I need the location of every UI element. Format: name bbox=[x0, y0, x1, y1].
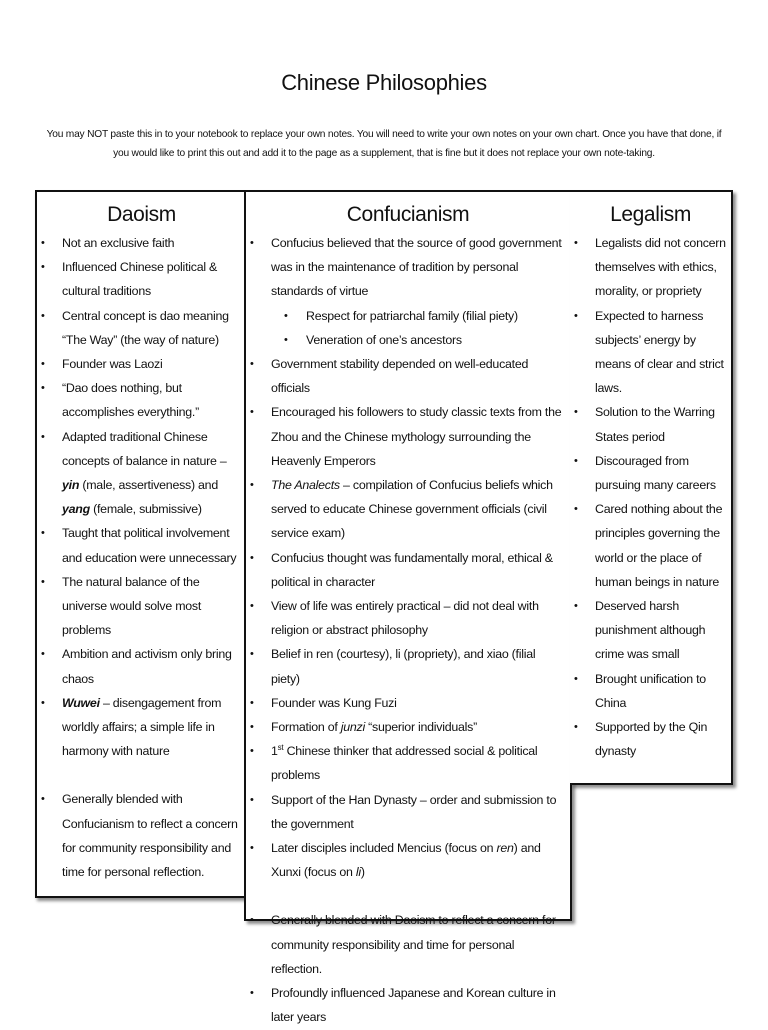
list-item: • Not an exclusive faith bbox=[37, 231, 240, 255]
list-item: • Later disciples included Mencius (focus on ren) and Xunxi (focus on li) bbox=[246, 836, 564, 884]
list-item: • Central concept is dao meaning “The Way” (the way of nature) bbox=[37, 304, 240, 352]
list-item: • Supported by the Qin dynasty bbox=[570, 715, 727, 763]
confucianism-list bbox=[246, 231, 570, 1030]
list-item: • 1st Chinese thinker that addressed social & political problems bbox=[246, 739, 564, 787]
list-item: • Founder was Kung Fuzi bbox=[246, 691, 564, 715]
list-item: • Ambition and activism only bring chaos bbox=[37, 642, 240, 690]
list-item: • Confucius thought was fundamentally moral, ethical & political in character bbox=[246, 546, 564, 594]
list-item: • Deserved harsh punishment although crime was small bbox=[570, 594, 727, 667]
daoism-heading: Daoism bbox=[107, 203, 176, 226]
sub-list-item: • Respect for patriarchal family (filial piety) bbox=[246, 304, 564, 328]
list-item: • Influenced Chinese political & cultural traditions bbox=[37, 255, 240, 303]
list-item: • Support of the Han Dynasty – order and submission to the government bbox=[246, 788, 564, 836]
list-item: • Taught that political involvement and education were unnecessary bbox=[37, 521, 240, 569]
list-item: • “Dao does nothing, but accomplishes everything.” bbox=[37, 376, 240, 424]
confucianism-column bbox=[244, 190, 572, 1025]
list-item: • Founder was Laozi bbox=[37, 352, 240, 376]
list-item: • Discouraged from pursuing many careers bbox=[570, 449, 727, 497]
list-item: • Legalists did not concern themselves with ethics, morality, or propriety bbox=[570, 231, 727, 304]
list-item: • Solution to the Warring States period bbox=[570, 400, 727, 448]
list-item: • Generally blended with Daoism to reflect a concern for community responsibility and time for personal reflection. bbox=[246, 908, 564, 981]
list-item: • Generally blended with Confucianism to reflect a concern for community responsibility and time for personal reflection. bbox=[37, 787, 240, 884]
instructions-text: You may NOT paste this in to your notebook to replace your own notes. You will need to write your own notes on your own chart. Once you have that done, if you would like to print this out and add it to the page as a supplement, that is fine but it does not replace your own note-taking. bbox=[46, 129, 722, 159]
sub-list-item: • Veneration of one’s ancestors bbox=[246, 328, 564, 352]
legalism-list bbox=[570, 231, 731, 763]
legalism-column bbox=[570, 190, 733, 785]
list-item: • Adapted traditional Chinese concepts of balance in nature – yin (male, assertiveness) and yang (female, submissive) bbox=[37, 425, 240, 522]
list-item: • Profoundly influenced Japanese and Korean culture in later years bbox=[246, 981, 564, 1029]
list-item: • Encouraged his followers to study classic texts from the Zhou and the Chinese mythology surrounding the Heavenly Emperors bbox=[246, 400, 564, 473]
daoism-column bbox=[35, 190, 246, 898]
list-item: • Wuwei – disengagement from worldly affairs; a simple life in harmony with nature bbox=[37, 691, 240, 764]
legalism-heading: Legalism bbox=[610, 203, 691, 226]
list-item: • The natural balance of the universe would solve most problems bbox=[37, 570, 240, 643]
list-item: • Formation of junzi “superior individuals” bbox=[246, 715, 564, 739]
page-title: Chinese Philosophies bbox=[281, 70, 487, 95]
list-item: • Belief in ren (courtesy), li (propriety), and xiao (filial piety) bbox=[246, 642, 564, 690]
list-item: • Brought unification to China bbox=[570, 667, 727, 715]
list-item: • View of life was entirely practical – did not deal with religion or abstract philosophy bbox=[246, 594, 564, 642]
list-item: • Government stability depended on well-educated officials bbox=[246, 352, 564, 400]
daoism-list bbox=[37, 231, 246, 884]
confucianism-heading: Confucianism bbox=[346, 203, 470, 226]
list-item: • Confucius believed that the source of good government was in the maintenance of tradition by personal standards of virtue bbox=[246, 231, 564, 304]
list-item: • Expected to harness subjects’ energy by means of clear and strict laws. bbox=[570, 304, 727, 401]
list-item: • Cared nothing about the principles governing the world or the place of human beings in nature bbox=[570, 497, 727, 594]
list-item: • The Analects – compilation of Confucius beliefs which served to educate Chinese government officials (civil service exam) bbox=[246, 473, 564, 546]
